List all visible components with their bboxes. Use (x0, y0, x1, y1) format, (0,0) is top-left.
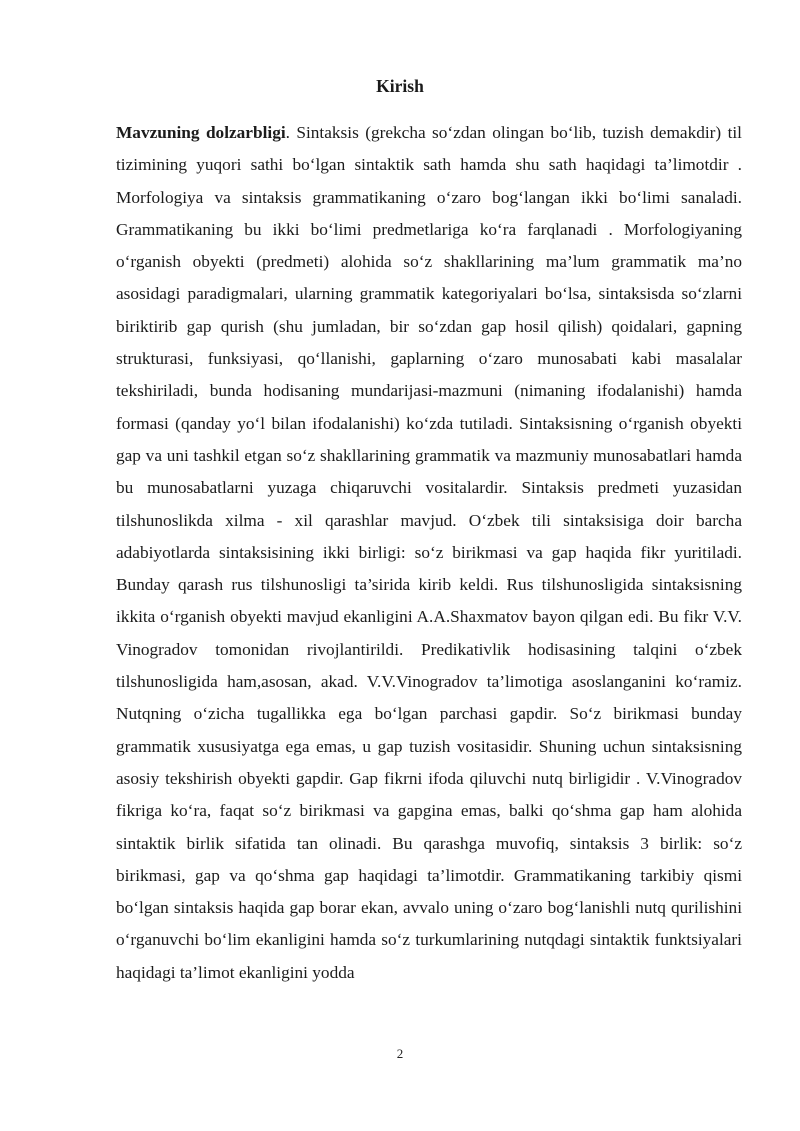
page-number: 2 (396, 1046, 404, 1061)
paragraph-lead-punctuation: . (285, 123, 290, 142)
paragraph-lead-heading: Mavzuning dolzarbligi (116, 123, 286, 142)
page-title: Kirish (376, 76, 424, 96)
body-paragraph (116, 117, 742, 989)
paragraph-text: Sintaksis (grekcha so‘zdan olingan bo‘lib, tuzish demakdir) til tizimining yuqori sathi bo‘lgan sintaktik sath hamda shu sath haqidagi ta’limotdir . Morfologiya va sintaksis grammatikaning o‘zaro bog‘langan ikki bo‘limi sanaladi. Grammatikaning bu ikki bo‘limi predmetlariga ko‘ra farqlanadi . Morfologiyaning o‘rganish obyekti (predmeti) alohida so‘z shakllarining ma’lum grammatik ma’no asosidagi paradigmalari, ularning grammatik kategoriyalari bo‘lsa, sintaksisda so‘zlarni biriktirib gap qurish (shu jumladan, bir so‘zdan gap hosil qilish) qoidalari, gapning strukturasi, funksiyasi, qo‘llanishi, gaplarning o‘zaro munosabati kabi masalalar tekshiriladi, bunda hodisaning mundarijasi-mazmuni (nimaning ifodalanishi) hamda formasi (qanday yo‘l bilan ifodalanishi) ko‘zda tutiladi. Sintaksisning o‘rganish obyekti gap va uni tashkil etgan so‘z shakllarining grammatik va mazmuniy munosabatlari hamda bu munosabatlarni yuzaga chiqaruvchi vositalardir. Sintaksis predmeti yuzasidan tilshunoslikda xilma - xil qarashlar mavjud. O‘zbek tili sintaksisiga doir barcha adabiyotlarda sintaksisining ikki birligi: so‘z birikmasi va gap haqida fikr yuritiladi. Bunday qarash rus tilshunosligi ta’sirida kirib keldi. Rus tilshunosligida sintaksisning ikkita o‘rganish obyekti mavjud ekanligini A.A.Shaxmatov bayon qilgan edi. Bu fikr V.V. Vinogradov tomonidan rivojlantirildi. Predikativlik hodisasining talqini o‘zbek tilshunosligida ham,asosan, akad. V.V.Vinogradov ta’limotiga asoslanganini ko‘ramiz. Nutqning o‘zicha tugallikka ega bo‘lgan parchasi gapdir. So‘z birikmasi bunday grammatik xususiyatga ega emas, u gap tuzish vositasidir. Shuning uchun sintaksisning asosiy tekshirish obyekti gapdir. Gap fikrni ifoda qiluvchi nutq birligidir . V.Vinogradov fikriga ko‘ra, faqat so‘z birikmasi va gapgina emas, balki qo‘shma gap ham alohida sintaktik birlik sifatida tan olinadi. Bu qarashga muvofiq, sintaksis 3 birlik: so‘z birikmasi, gap va qo‘shma gap haqidagi ta’limotdir. Grammatikaning tarkibiy qismi bo‘lgan sintaksis haqida gap borar ekan, avvalo uning o‘zaro bog‘lanishli nutq qurilishini o‘rganuvchi bo‘lim ekanligini hamda so‘z turkumlarining nutqdagi sintaktik funktsiyalari haqidagi ta’limot ekanligini yodda (116, 123, 742, 982)
